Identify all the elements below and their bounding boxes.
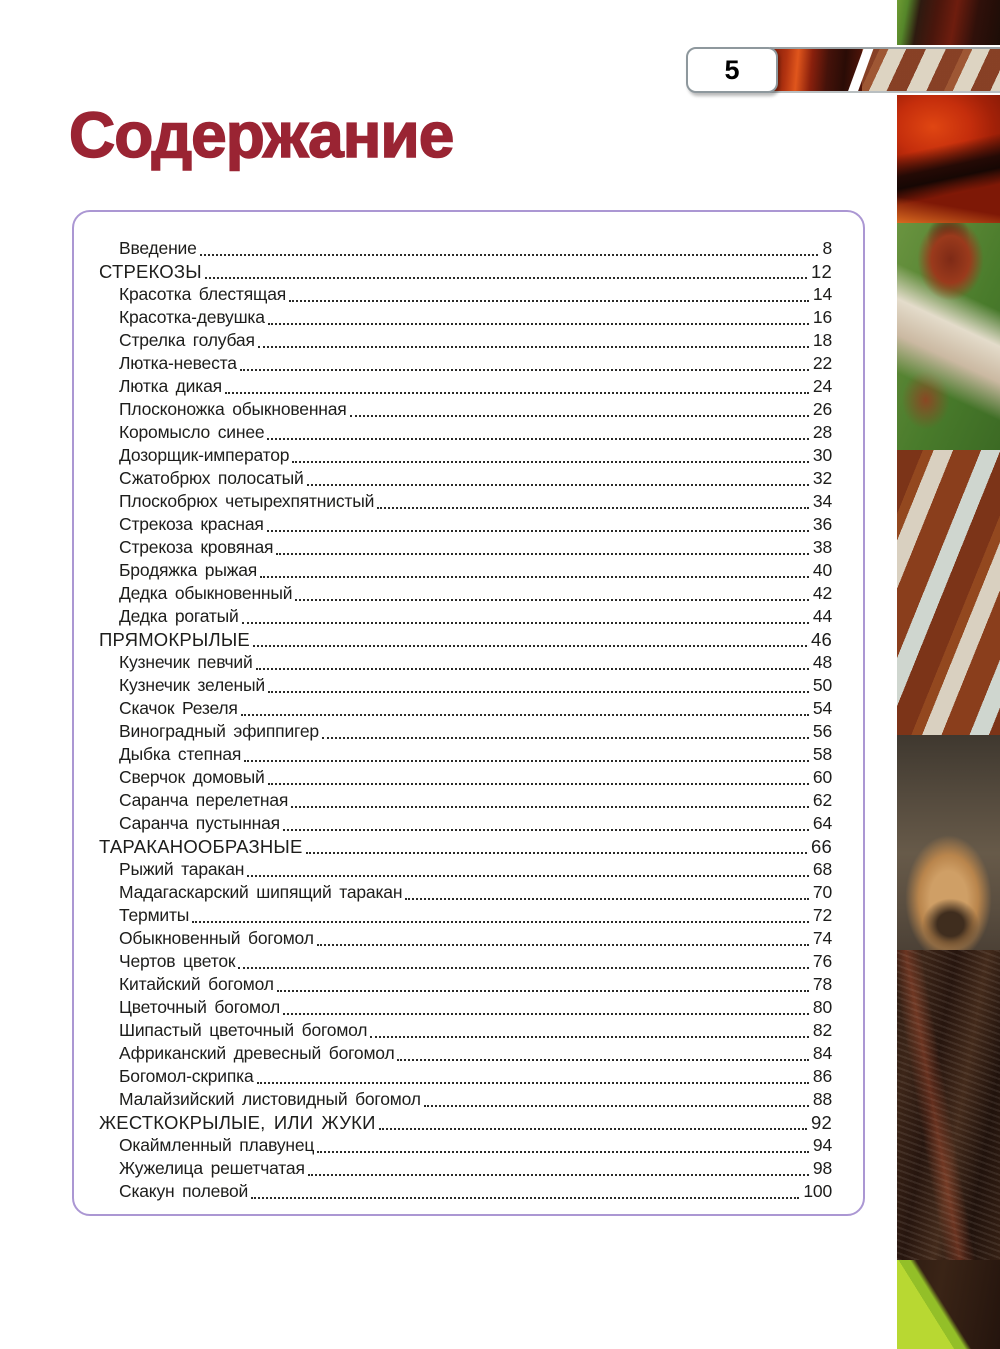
toc-entry-label: Дыбка степная	[119, 744, 242, 764]
toc-entry-page: 88	[812, 1089, 832, 1109]
toc-box	[72, 210, 865, 1216]
toc-dot-leader	[289, 300, 809, 302]
toc-entry-label: Африканский древесный богомол	[119, 1043, 395, 1063]
toc-entry-page: 78	[812, 974, 832, 994]
toc-entry-label: Саранча пустынная	[119, 813, 280, 833]
toc-dot-leader	[308, 1174, 809, 1176]
toc-entry-label: Чертов цветок	[119, 951, 236, 971]
toc-entry-row	[99, 1066, 832, 1089]
band-red-moth-photo	[770, 49, 862, 91]
toc-entry-page: 28	[812, 422, 832, 442]
toc-entry-row	[99, 537, 832, 560]
toc-dot-leader	[370, 1036, 809, 1038]
toc-entry-row	[99, 468, 832, 491]
toc-entry-page: 26	[812, 399, 832, 419]
toc-entry-row	[99, 560, 832, 583]
toc-entry-page: 56	[812, 721, 832, 741]
toc-entry-page: 62	[812, 790, 832, 810]
toc-entry-row	[99, 583, 832, 606]
toc-entry-page: 18	[812, 330, 832, 350]
toc-entry-row	[99, 928, 832, 951]
toc-entry-label: Саранча перелетная	[119, 790, 289, 810]
toc-dot-leader	[276, 553, 809, 555]
toc-entry-label: Богомол-скрипка	[119, 1066, 254, 1086]
header-photo-band	[770, 47, 1000, 93]
toc-entry-row	[99, 238, 832, 261]
toc-dot-leader	[268, 783, 809, 785]
toc-entry-row	[99, 813, 832, 836]
toc-entry-label: Мадагаскарский шипящий таракан	[119, 882, 403, 902]
page-title: Содержание	[69, 99, 454, 171]
toc-dot-leader	[292, 461, 809, 463]
toc-entry-label: Шипастый цветочный богомол	[119, 1020, 368, 1040]
toc-entry-row	[99, 905, 832, 928]
toc-section-row	[99, 1112, 832, 1135]
toc-entry-row	[99, 790, 832, 813]
toc-entry-row	[99, 721, 832, 744]
toc-entry-page: 32	[812, 468, 832, 488]
toc-entry-label: СТРЕКОЗЫ	[99, 261, 202, 282]
toc-entry-page: 24	[812, 376, 832, 396]
moth-wing-top-photo	[897, 0, 1000, 45]
toc-entry-page: 66	[811, 836, 832, 857]
toc-entry-row	[99, 974, 832, 997]
toc-dot-leader	[240, 369, 809, 371]
toc-entry-label: Коромысло синее	[119, 422, 265, 442]
toc-dot-leader	[200, 254, 819, 256]
toc-entry-page: 12	[811, 261, 832, 282]
red-wing-photo	[897, 95, 1000, 223]
toc-entry-page: 42	[812, 583, 832, 603]
toc-entry-page: 74	[812, 928, 832, 948]
toc-entry-page: 30	[812, 445, 832, 465]
toc-dot-leader	[277, 990, 809, 992]
toc-entry-page: 58	[812, 744, 832, 764]
toc-dot-leader	[268, 691, 809, 693]
toc-dot-leader	[268, 323, 809, 325]
toc-entry-page: 40	[812, 560, 832, 580]
page-number: 5	[724, 54, 740, 85]
toc-entry-page: 84	[812, 1043, 832, 1063]
toc-entry-label: Плосконожка обыкновенная	[119, 399, 347, 419]
toc-dot-leader	[405, 898, 809, 900]
toc-entry-page: 36	[812, 514, 832, 534]
hawkmoth-head-photo	[897, 735, 1000, 950]
toc-entry-label: ЖЕСТКОКРЫЛЫЕ, ИЛИ ЖУКИ	[99, 1112, 376, 1133]
toc-dot-leader	[238, 967, 809, 969]
toc-entry-row	[99, 514, 832, 537]
toc-entry-label: Скачок Резеля	[119, 698, 238, 718]
toc-entry-page: 8	[822, 238, 832, 258]
page-number-box	[686, 47, 778, 93]
toc-section-row	[99, 836, 832, 859]
toc-dot-leader	[317, 1151, 809, 1153]
toc-entry-label: Обыкновенный богомол	[119, 928, 314, 948]
toc-dot-leader	[397, 1059, 808, 1061]
tiger-moth-wing-photo	[897, 450, 1000, 735]
toc-entry-page: 60	[812, 767, 832, 787]
toc-dot-leader	[253, 645, 807, 647]
toc-entry-page: 80	[812, 997, 832, 1017]
toc-dot-leader	[306, 852, 807, 854]
toc-entry-page: 54	[812, 698, 832, 718]
toc-entry-row	[99, 307, 832, 330]
toc-entry-page: 14	[812, 284, 832, 304]
band-checkered-wing-photo	[862, 49, 1000, 91]
toc-entry-label: Стрекоза кровяная	[119, 537, 274, 557]
toc-entry-page: 100	[803, 1181, 832, 1201]
toc-entry-page: 22	[812, 353, 832, 373]
toc-dot-leader	[267, 530, 809, 532]
toc-entry-row	[99, 652, 832, 675]
toc-entry-label: Виноградный эфиппигер	[119, 721, 319, 741]
toc-entry-page: 44	[812, 606, 832, 626]
toc-entry-label: Малайзийский листовидный богомол	[119, 1089, 421, 1109]
toc-dot-leader	[251, 1197, 799, 1199]
toc-entry-row	[99, 606, 832, 629]
toc-entry-label: Окаймленный плавунец	[119, 1135, 315, 1155]
toc-entry-label: Лютка-невеста	[119, 353, 237, 373]
toc-entry-page: 72	[812, 905, 832, 925]
toc-entry-row	[99, 1135, 832, 1158]
toc-entry-label: Жужелица решетчатая	[119, 1158, 305, 1178]
toc-entry-page: 98	[812, 1158, 832, 1178]
toc-dot-leader	[267, 438, 809, 440]
toc-section-row	[99, 261, 832, 284]
dark-wings-photo	[897, 950, 1000, 1260]
toc-entry-label: Стрекоза красная	[119, 514, 264, 534]
toc-dot-leader	[424, 1105, 809, 1107]
toc-dot-leader	[317, 944, 809, 946]
toc-dot-leader	[256, 668, 809, 670]
toc-entry-page: 64	[812, 813, 832, 833]
toc-entry-row	[99, 698, 832, 721]
toc-entry-row	[99, 330, 832, 353]
toc-entry-label: Сверчок домовый	[119, 767, 265, 787]
toc-entry-page: 34	[812, 491, 832, 511]
toc-entry-row	[99, 1158, 832, 1181]
moth-on-leaf-photo	[897, 223, 1000, 450]
toc-entry-label: Дозорщик-император	[119, 445, 290, 465]
toc-dot-leader	[205, 277, 807, 279]
toc-entry-page: 68	[812, 859, 832, 879]
toc-entry-row	[99, 1089, 832, 1112]
toc-entry-label: Дедка рогатый	[119, 606, 239, 626]
toc-dot-leader	[241, 714, 809, 716]
toc-dot-leader	[260, 576, 809, 578]
toc-entry-label: Красотка блестящая	[119, 284, 287, 304]
toc-entry-label: ПРЯМОКРЫЛЫЕ	[99, 629, 250, 650]
toc-entry-row	[99, 1020, 832, 1043]
toc-list	[99, 238, 832, 1204]
toc-entry-label: Лютка дикая	[119, 376, 222, 396]
toc-dot-leader	[244, 760, 809, 762]
toc-dot-leader	[283, 829, 809, 831]
toc-dot-leader	[247, 875, 809, 877]
toc-entry-label: Кузнечик певчий	[119, 652, 253, 672]
toc-entry-row	[99, 1043, 832, 1066]
toc-entry-page: 70	[812, 882, 832, 902]
moth-photo-strip	[897, 0, 1000, 1349]
toc-entry-page: 50	[812, 675, 832, 695]
toc-dot-leader	[283, 1013, 809, 1015]
toc-entry-row	[99, 859, 832, 882]
toc-entry-label: Стрелка голубая	[119, 330, 255, 350]
toc-entry-label: Дедка обыкновенный	[119, 583, 293, 603]
toc-entry-row	[99, 422, 832, 445]
toc-entry-page: 38	[812, 537, 832, 557]
toc-dot-leader	[295, 599, 809, 601]
toc-dot-leader	[307, 484, 809, 486]
toc-entry-page: 92	[811, 1112, 832, 1133]
toc-entry-row	[99, 284, 832, 307]
toc-entry-row	[99, 376, 832, 399]
toc-dot-leader	[322, 737, 809, 739]
toc-entry-label: Плоскобрюх четырехпятнистый	[119, 491, 375, 511]
toc-entry-page: 46	[811, 629, 832, 650]
toc-entry-row	[99, 399, 832, 422]
toc-dot-leader	[379, 1128, 807, 1130]
toc-entry-row	[99, 445, 832, 468]
toc-entry-row	[99, 882, 832, 905]
toc-entry-row	[99, 1181, 832, 1204]
toc-entry-label: Термиты	[119, 905, 190, 925]
toc-dot-leader	[242, 622, 809, 624]
toc-entry-page: 86	[812, 1066, 832, 1086]
toc-entry-label: ТАРАКАНООБРАЗНЫЕ	[99, 836, 303, 857]
toc-entry-row	[99, 997, 832, 1020]
toc-dot-leader	[377, 507, 809, 509]
toc-entry-label: Китайский богомол	[119, 974, 274, 994]
toc-section-row	[99, 629, 832, 652]
toc-entry-page: 76	[812, 951, 832, 971]
toc-entry-row	[99, 675, 832, 698]
toc-dot-leader	[291, 806, 809, 808]
toc-dot-leader	[257, 1082, 809, 1084]
toc-entry-page: 82	[812, 1020, 832, 1040]
toc-dot-leader	[350, 415, 809, 417]
toc-dot-leader	[258, 346, 809, 348]
toc-entry-label: Введение	[119, 238, 197, 258]
toc-entry-row	[99, 353, 832, 376]
toc-dot-leader	[225, 392, 809, 394]
toc-entry-page: 48	[812, 652, 832, 672]
toc-dot-leader	[192, 921, 809, 923]
toc-entry-label: Кузнечик зеленый	[119, 675, 265, 695]
toc-entry-label: Сжатобрюх полосатый	[119, 468, 304, 488]
toc-entry-label: Скакун полевой	[119, 1181, 249, 1201]
toc-entry-row	[99, 767, 832, 790]
toc-entry-label: Цветочный богомол	[119, 997, 281, 1017]
green-leaf-photo	[897, 1260, 1000, 1349]
toc-entry-label: Рыжий таракан	[119, 859, 245, 879]
toc-entry-page: 94	[812, 1135, 832, 1155]
toc-entry-label: Бродяжка рыжая	[119, 560, 258, 580]
toc-entry-row	[99, 951, 832, 974]
toc-entry-label: Красотка-девушка	[119, 307, 265, 327]
toc-entry-row	[99, 491, 832, 514]
toc-entry-row	[99, 744, 832, 767]
toc-entry-page: 16	[812, 307, 832, 327]
